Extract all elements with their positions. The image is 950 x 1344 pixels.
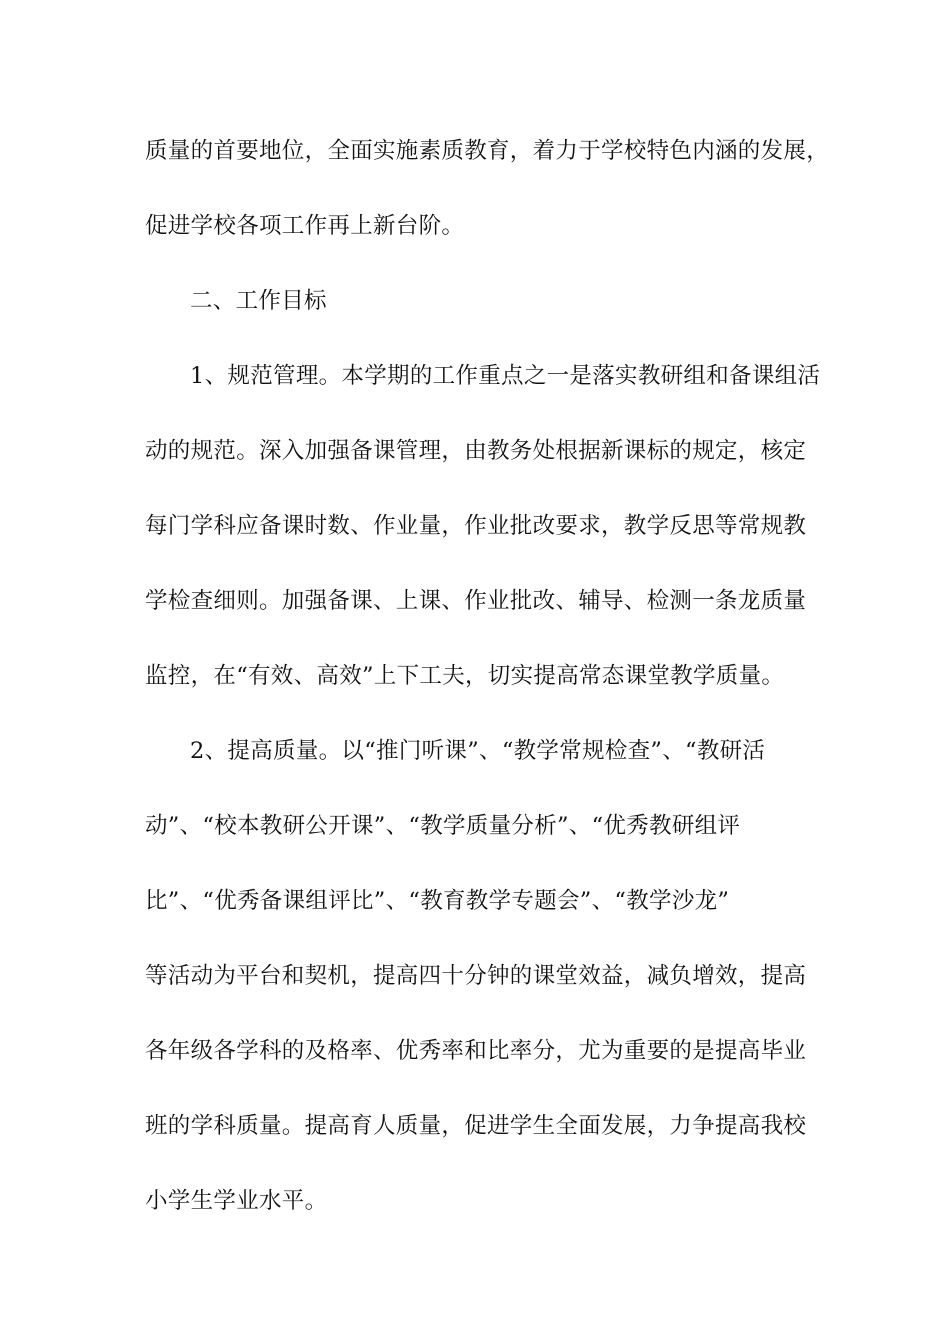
body-text-line: 班的学科质量。提高育人质量，促进学生全面发展，力争提高我校 xyxy=(145,1113,807,1139)
body-text-line: 各年级各学科的及格率、优秀率和比率分，尤为重要的是提高毕业 xyxy=(145,1038,807,1064)
body-text-line: 小学生学业水平。 xyxy=(145,1188,328,1214)
body-text-line: 等活动为平台和契机，提高四十分钟的课堂效益，减负增效，提高 xyxy=(145,963,807,989)
body-text-line: 比”、“优秀备课组评比”、“教育教学专题会”、“教学沙龙” xyxy=(145,888,730,914)
body-text-line: 促进学校各项工作再上新台阶。 xyxy=(145,213,465,239)
body-text-line: 监控，在“有效、高效”上下工夫，切实提高常态课堂教学质量。 xyxy=(145,663,785,689)
paragraph-start-line: 2、提高质量。以“推门听课”、“教学常规检查”、“教研活 xyxy=(190,738,766,764)
body-text-line: 学检查细则。加强备课、上课、作业批改、辅导、检测一条龙质量 xyxy=(145,588,807,614)
body-text-line: 动的规范。深入加强备课管理，由教务处根据新课标的规定，核定 xyxy=(145,438,807,464)
section-heading: 二、工作目标 xyxy=(190,288,327,314)
body-text-line: 每门学科应备课时数、作业量，作业批改要求，教学反思等常规教 xyxy=(145,513,807,539)
paragraph-start-line: 1、规范管理。本学期的工作重点之一是落实教研组和备课组活 xyxy=(190,363,821,389)
body-text-line: 动”、“校本教研公开课”、“教学质量分析”、“优秀教研组评 xyxy=(145,813,741,839)
body-text-line: 质量的首要地位，全面实施素质教育，着力于学校特色内涵的发展， xyxy=(145,138,830,164)
